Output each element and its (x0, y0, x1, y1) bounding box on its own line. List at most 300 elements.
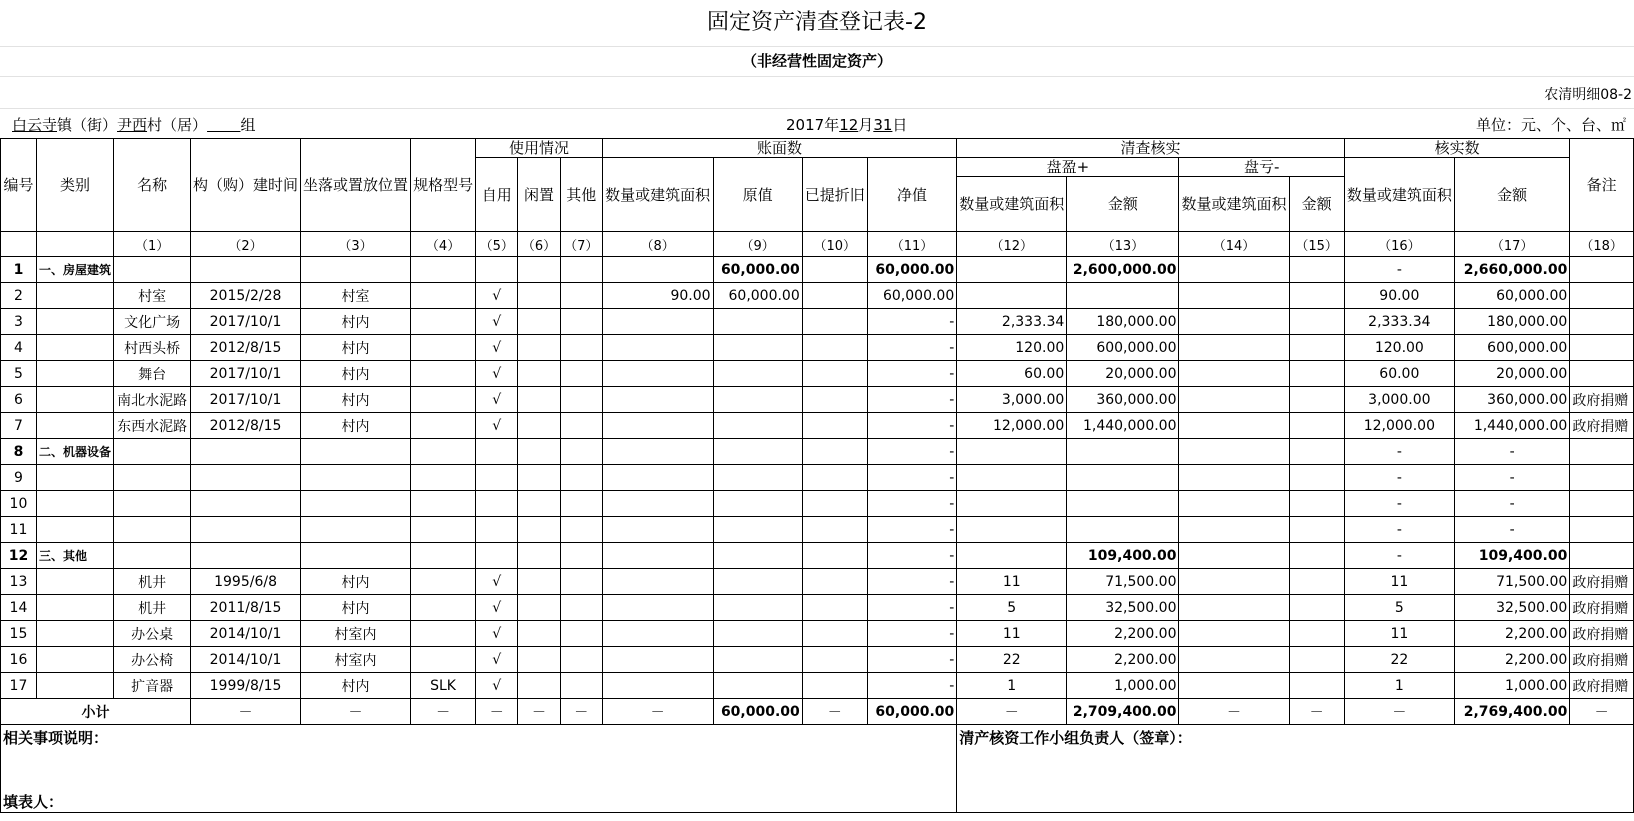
table-cell: 60,000.00 (713, 283, 802, 309)
table-cell: 90.00 (602, 283, 713, 309)
th-surplus-qty: 数量或建筑面积 (957, 177, 1067, 232)
subtotal-cell: 60,000.00 (867, 699, 956, 725)
table-cell (411, 647, 476, 673)
th-built-time: 构（购）建时间 (191, 139, 301, 232)
table-cell: 1 (1, 257, 37, 283)
table-cell: 15 (1, 621, 37, 647)
table-cell (713, 595, 802, 621)
column-number: （6） (518, 232, 560, 257)
table-row (1, 335, 1634, 361)
table-cell (476, 491, 518, 517)
table-cell (560, 283, 602, 309)
table-cell (411, 491, 476, 517)
table-cell: 60,000.00 (1454, 283, 1569, 309)
table-cell: 60,000.00 (867, 257, 956, 283)
column-number (1, 232, 37, 257)
report-date (786, 114, 907, 135)
table-cell (518, 439, 560, 465)
table-cell: 2017/10/1 (191, 387, 301, 413)
table-cell (560, 543, 602, 569)
table-row (1, 517, 1634, 543)
table-cell (560, 465, 602, 491)
table-cell (802, 621, 867, 647)
table-cell (602, 491, 713, 517)
table-cell: - (867, 309, 956, 335)
table-cell: 17 (1, 673, 37, 699)
table-cell (114, 491, 191, 517)
column-number: （2） (191, 232, 301, 257)
table-cell: 360,000.00 (1067, 387, 1179, 413)
asset-table (0, 138, 1634, 813)
table-cell (802, 283, 867, 309)
table-cell (602, 387, 713, 413)
table-cell (560, 257, 602, 283)
table-cell (518, 465, 560, 491)
table-cell (602, 335, 713, 361)
table-cell (802, 465, 867, 491)
table-row (1, 283, 1634, 309)
subtotal-cell: － (301, 699, 411, 725)
th-check: 清查核实 (957, 139, 1345, 158)
subtotal-cell: － (1570, 699, 1634, 725)
table-cell (602, 569, 713, 595)
table-cell: 12,000.00 (1344, 413, 1454, 439)
table-cell (1179, 465, 1289, 491)
th-loss-amount: 金额 (1289, 177, 1344, 232)
table-cell (560, 595, 602, 621)
table-cell: 2014/10/1 (191, 647, 301, 673)
table-cell (411, 309, 476, 335)
th-other: 其他 (560, 158, 602, 232)
table-cell (191, 543, 301, 569)
table-cell (1179, 595, 1289, 621)
th-surplus-amount: 金额 (1067, 177, 1179, 232)
table-cell: 14 (1, 595, 37, 621)
table-cell (602, 647, 713, 673)
subtotal-cell: － (518, 699, 560, 725)
table-cell (36, 309, 113, 335)
table-cell: 3,000.00 (957, 387, 1067, 413)
table-cell (476, 257, 518, 283)
subtotal-cell: － (1289, 699, 1344, 725)
column-number: （10） (802, 232, 867, 257)
table-cell: 22 (957, 647, 1067, 673)
table-cell (1179, 413, 1289, 439)
table-cell (602, 439, 713, 465)
form-title: 固定资产清查登记表-2 (0, 0, 1634, 47)
table-cell: - (1454, 439, 1569, 465)
table-cell (802, 439, 867, 465)
table-cell (713, 361, 802, 387)
table-cell (802, 413, 867, 439)
table-cell (114, 543, 191, 569)
table-row (1, 413, 1634, 439)
table-cell (36, 361, 113, 387)
table-row (1, 387, 1634, 413)
table-cell (560, 673, 602, 699)
table-cell (411, 595, 476, 621)
table-cell: 9 (1, 465, 37, 491)
table-cell (1289, 621, 1344, 647)
table-cell: 1 (957, 673, 1067, 699)
table-cell (713, 517, 802, 543)
table-cell: - (1454, 491, 1569, 517)
village-name: 尹西 (117, 116, 148, 134)
table-cell (802, 647, 867, 673)
table-cell: 2014/10/1 (191, 621, 301, 647)
table-cell: 1,440,000.00 (1067, 413, 1179, 439)
table-cell (560, 413, 602, 439)
table-cell: 180,000.00 (1454, 309, 1569, 335)
table-cell: - (867, 517, 956, 543)
table-cell (713, 309, 802, 335)
table-cell: 村西头桥 (114, 335, 191, 361)
table-cell (602, 673, 713, 699)
table-cell (518, 491, 560, 517)
unit-label: 单位：元、个、台、㎡ (1475, 116, 1626, 134)
th-remark: 备注 (1570, 139, 1634, 232)
table-cell: 60,000.00 (713, 257, 802, 283)
table-cell (1289, 595, 1344, 621)
column-number: （1） (114, 232, 191, 257)
column-number: （11） (867, 232, 956, 257)
table-cell: 政府捐赠 (1570, 673, 1634, 699)
table-cell: 2015/2/28 (191, 283, 301, 309)
table-cell: - (867, 647, 956, 673)
table-cell: 109,400.00 (1067, 543, 1179, 569)
table-cell (476, 517, 518, 543)
table-cell (1179, 491, 1289, 517)
table-cell: 村室内 (301, 647, 411, 673)
table-cell (1570, 257, 1634, 283)
table-cell (518, 283, 560, 309)
table-cell: 360,000.00 (1454, 387, 1569, 413)
notes-row (1, 725, 1634, 791)
table-cell: 南北水泥路 (114, 387, 191, 413)
table-cell: 村室 (301, 283, 411, 309)
table-cell (1179, 309, 1289, 335)
column-number: （13） (1067, 232, 1179, 257)
table-cell: 村内 (301, 387, 411, 413)
table-cell (191, 517, 301, 543)
table-cell (1570, 309, 1634, 335)
table-cell (114, 257, 191, 283)
th-verified: 核实数 (1344, 139, 1570, 158)
table-cell (518, 543, 560, 569)
table-cell (411, 439, 476, 465)
table-cell (560, 309, 602, 335)
table-cell: - (867, 569, 956, 595)
table-cell: 政府捐赠 (1570, 387, 1634, 413)
table-cell: - (867, 621, 956, 647)
table-cell (957, 439, 1067, 465)
table-cell: 11 (1, 517, 37, 543)
table-cell (560, 439, 602, 465)
table-cell (191, 439, 301, 465)
table-cell: 11 (957, 621, 1067, 647)
table-cell (1067, 439, 1179, 465)
table-cell: - (1344, 257, 1454, 283)
table-cell (1067, 465, 1179, 491)
table-cell (1289, 491, 1344, 517)
table-cell (411, 621, 476, 647)
leader-cell (957, 725, 1634, 813)
table-cell: - (1454, 517, 1569, 543)
subtotal-cell: － (1179, 699, 1289, 725)
leader-label: 清产核资工作小组负责人（签章）： (959, 729, 1192, 747)
table-cell (713, 621, 802, 647)
table-cell (36, 621, 113, 647)
table-cell: 2,333.34 (957, 309, 1067, 335)
table-cell (602, 361, 713, 387)
table-cell: 20,000.00 (1067, 361, 1179, 387)
date-day-suffix: 日 (892, 116, 908, 134)
table-cell: 2,660,000.00 (1454, 257, 1569, 283)
table-cell: 600,000.00 (1067, 335, 1179, 361)
table-cell (802, 309, 867, 335)
table-cell (476, 465, 518, 491)
table-cell (191, 465, 301, 491)
table-cell: 村内 (301, 309, 411, 335)
table-row (1, 543, 1634, 569)
table-cell: 16 (1, 647, 37, 673)
th-surplus: 盘盈+ (957, 158, 1179, 177)
table-cell: 扩音器 (114, 673, 191, 699)
column-number: （17） (1454, 232, 1569, 257)
table-cell (713, 543, 802, 569)
table-cell (802, 335, 867, 361)
table-cell (713, 439, 802, 465)
table-cell (518, 517, 560, 543)
table-cell (36, 673, 113, 699)
table-cell: 2,333.34 (1344, 309, 1454, 335)
table-cell (114, 517, 191, 543)
table-cell (1067, 491, 1179, 517)
table-cell (802, 387, 867, 413)
table-cell (1289, 387, 1344, 413)
table-cell (36, 335, 113, 361)
group-suffix: 组 (240, 116, 256, 134)
table-cell (802, 673, 867, 699)
checkmark-cell: √ (476, 309, 518, 335)
table-cell: 2,200.00 (1067, 621, 1179, 647)
table-cell: 2012/8/15 (191, 335, 301, 361)
table-cell (518, 335, 560, 361)
form-code: 农清明细08-2 (1544, 87, 1632, 103)
table-cell (1289, 283, 1344, 309)
th-loss-qty: 数量或建筑面积 (1179, 177, 1289, 232)
date-year: 2017 (786, 116, 825, 134)
subtotal-cell: － (957, 699, 1067, 725)
column-number: （5） (476, 232, 518, 257)
table-cell (802, 361, 867, 387)
table-cell (802, 491, 867, 517)
table-cell (1570, 465, 1634, 491)
notes-label: 相关事项说明： (3, 729, 109, 747)
checkmark-cell: √ (476, 621, 518, 647)
table-cell: - (867, 491, 956, 517)
subtotal-cell: 2,709,400.00 (1067, 699, 1179, 725)
table-row (1, 491, 1634, 517)
table-cell: 60.00 (1344, 361, 1454, 387)
table-cell: 5 (1344, 595, 1454, 621)
table-cell (713, 335, 802, 361)
column-number: （14） (1179, 232, 1289, 257)
table-cell: 村内 (301, 361, 411, 387)
table-cell: - (1344, 491, 1454, 517)
table-cell (518, 257, 560, 283)
table-cell: - (867, 361, 956, 387)
table-cell: - (867, 543, 956, 569)
th-verified-qty: 数量或建筑面积 (1344, 158, 1454, 232)
table-cell (602, 543, 713, 569)
table-cell: 机井 (114, 595, 191, 621)
column-number: （18） (1570, 232, 1634, 257)
table-cell (560, 361, 602, 387)
form-code-line (0, 76, 1634, 109)
table-cell (802, 569, 867, 595)
table-cell: 5 (1, 361, 37, 387)
table-cell (114, 439, 191, 465)
table-cell (36, 517, 113, 543)
table-cell: 一、房屋建筑 (36, 257, 113, 283)
subtotal-cell: － (411, 699, 476, 725)
table-cell (957, 257, 1067, 283)
table-cell: 60,000.00 (867, 283, 956, 309)
table-cell: SLK (411, 673, 476, 699)
th-location: 坐落或置放位置 (301, 139, 411, 232)
table-cell (476, 543, 518, 569)
table-cell (802, 257, 867, 283)
location-info (12, 114, 255, 135)
town-name: 白云寺 (12, 116, 58, 134)
table-cell: 120.00 (957, 335, 1067, 361)
table-cell: 政府捐赠 (1570, 621, 1634, 647)
th-net-value: 净值 (867, 158, 956, 232)
table-cell: 71,500.00 (1067, 569, 1179, 595)
table-cell (1289, 309, 1344, 335)
table-cell (1179, 335, 1289, 361)
table-cell: 村室内 (301, 621, 411, 647)
table-cell: 村内 (301, 413, 411, 439)
table-cell (36, 283, 113, 309)
table-cell (1570, 491, 1634, 517)
table-cell: 10 (1, 491, 37, 517)
table-cell: 90.00 (1344, 283, 1454, 309)
table-cell (560, 621, 602, 647)
table-cell: 4 (1, 335, 37, 361)
table-cell (518, 361, 560, 387)
table-cell (602, 309, 713, 335)
table-cell (802, 517, 867, 543)
table-cell: 二、机器设备 (36, 439, 113, 465)
column-number: （16） (1344, 232, 1454, 257)
th-usage: 使用情况 (476, 139, 603, 158)
table-cell (1179, 387, 1289, 413)
table-cell (518, 673, 560, 699)
table-cell: 2,600,000.00 (1067, 257, 1179, 283)
table-cell: 2011/8/15 (191, 595, 301, 621)
table-cell (1179, 283, 1289, 309)
table-cell (411, 335, 476, 361)
subtotal-cell: － (191, 699, 301, 725)
table-cell: 办公桌 (114, 621, 191, 647)
table-cell (1570, 335, 1634, 361)
table-cell: - (1344, 517, 1454, 543)
table-cell: 71,500.00 (1454, 569, 1569, 595)
table-cell: 1999/8/15 (191, 673, 301, 699)
table-cell (713, 673, 802, 699)
table-cell: - (1344, 543, 1454, 569)
table-cell: 政府捐赠 (1570, 413, 1634, 439)
table-cell: 7 (1, 413, 37, 439)
table-cell: 村内 (301, 673, 411, 699)
table-cell (1179, 361, 1289, 387)
date-month-suffix: 月 (858, 116, 874, 134)
table-cell (36, 647, 113, 673)
table-row (1, 595, 1634, 621)
table-cell: 2017/10/1 (191, 309, 301, 335)
table-cell (518, 595, 560, 621)
table-cell (411, 517, 476, 543)
table-cell (1289, 673, 1344, 699)
table-cell (1570, 361, 1634, 387)
town-suffix: 镇（街） (57, 116, 118, 134)
table-cell (602, 413, 713, 439)
table-cell (602, 257, 713, 283)
table-cell (560, 517, 602, 543)
checkmark-cell: √ (476, 283, 518, 309)
table-cell (1289, 257, 1344, 283)
column-number: （8） (602, 232, 713, 257)
table-cell: 109,400.00 (1454, 543, 1569, 569)
subtotal-cell: － (560, 699, 602, 725)
table-cell (1179, 257, 1289, 283)
checkmark-cell: √ (476, 387, 518, 413)
table-row (1, 309, 1634, 335)
table-cell: 2,200.00 (1454, 647, 1569, 673)
table-cell (560, 647, 602, 673)
table-cell (411, 283, 476, 309)
table-cell: - (1344, 465, 1454, 491)
th-category: 类别 (36, 139, 113, 232)
table-cell: 2,200.00 (1454, 621, 1569, 647)
table-cell (1289, 439, 1344, 465)
th-verified-amount: 金额 (1454, 158, 1569, 232)
checkmark-cell: √ (476, 673, 518, 699)
table-cell (301, 543, 411, 569)
table-cell: 1,000.00 (1067, 673, 1179, 699)
table-row (1, 465, 1634, 491)
table-cell (36, 569, 113, 595)
table-cell (411, 387, 476, 413)
table-cell (713, 413, 802, 439)
checkmark-cell: √ (476, 569, 518, 595)
table-row (1, 569, 1634, 595)
table-cell: 11 (957, 569, 1067, 595)
checkmark-cell: √ (476, 413, 518, 439)
table-cell (713, 465, 802, 491)
table-cell: 2,200.00 (1067, 647, 1179, 673)
table-cell: 3,000.00 (1344, 387, 1454, 413)
table-cell (1067, 283, 1179, 309)
table-cell (1289, 361, 1344, 387)
table-cell: 政府捐赠 (1570, 569, 1634, 595)
table-cell (602, 465, 713, 491)
table-cell: 办公椅 (114, 647, 191, 673)
table-cell (518, 647, 560, 673)
table-row (1, 257, 1634, 283)
